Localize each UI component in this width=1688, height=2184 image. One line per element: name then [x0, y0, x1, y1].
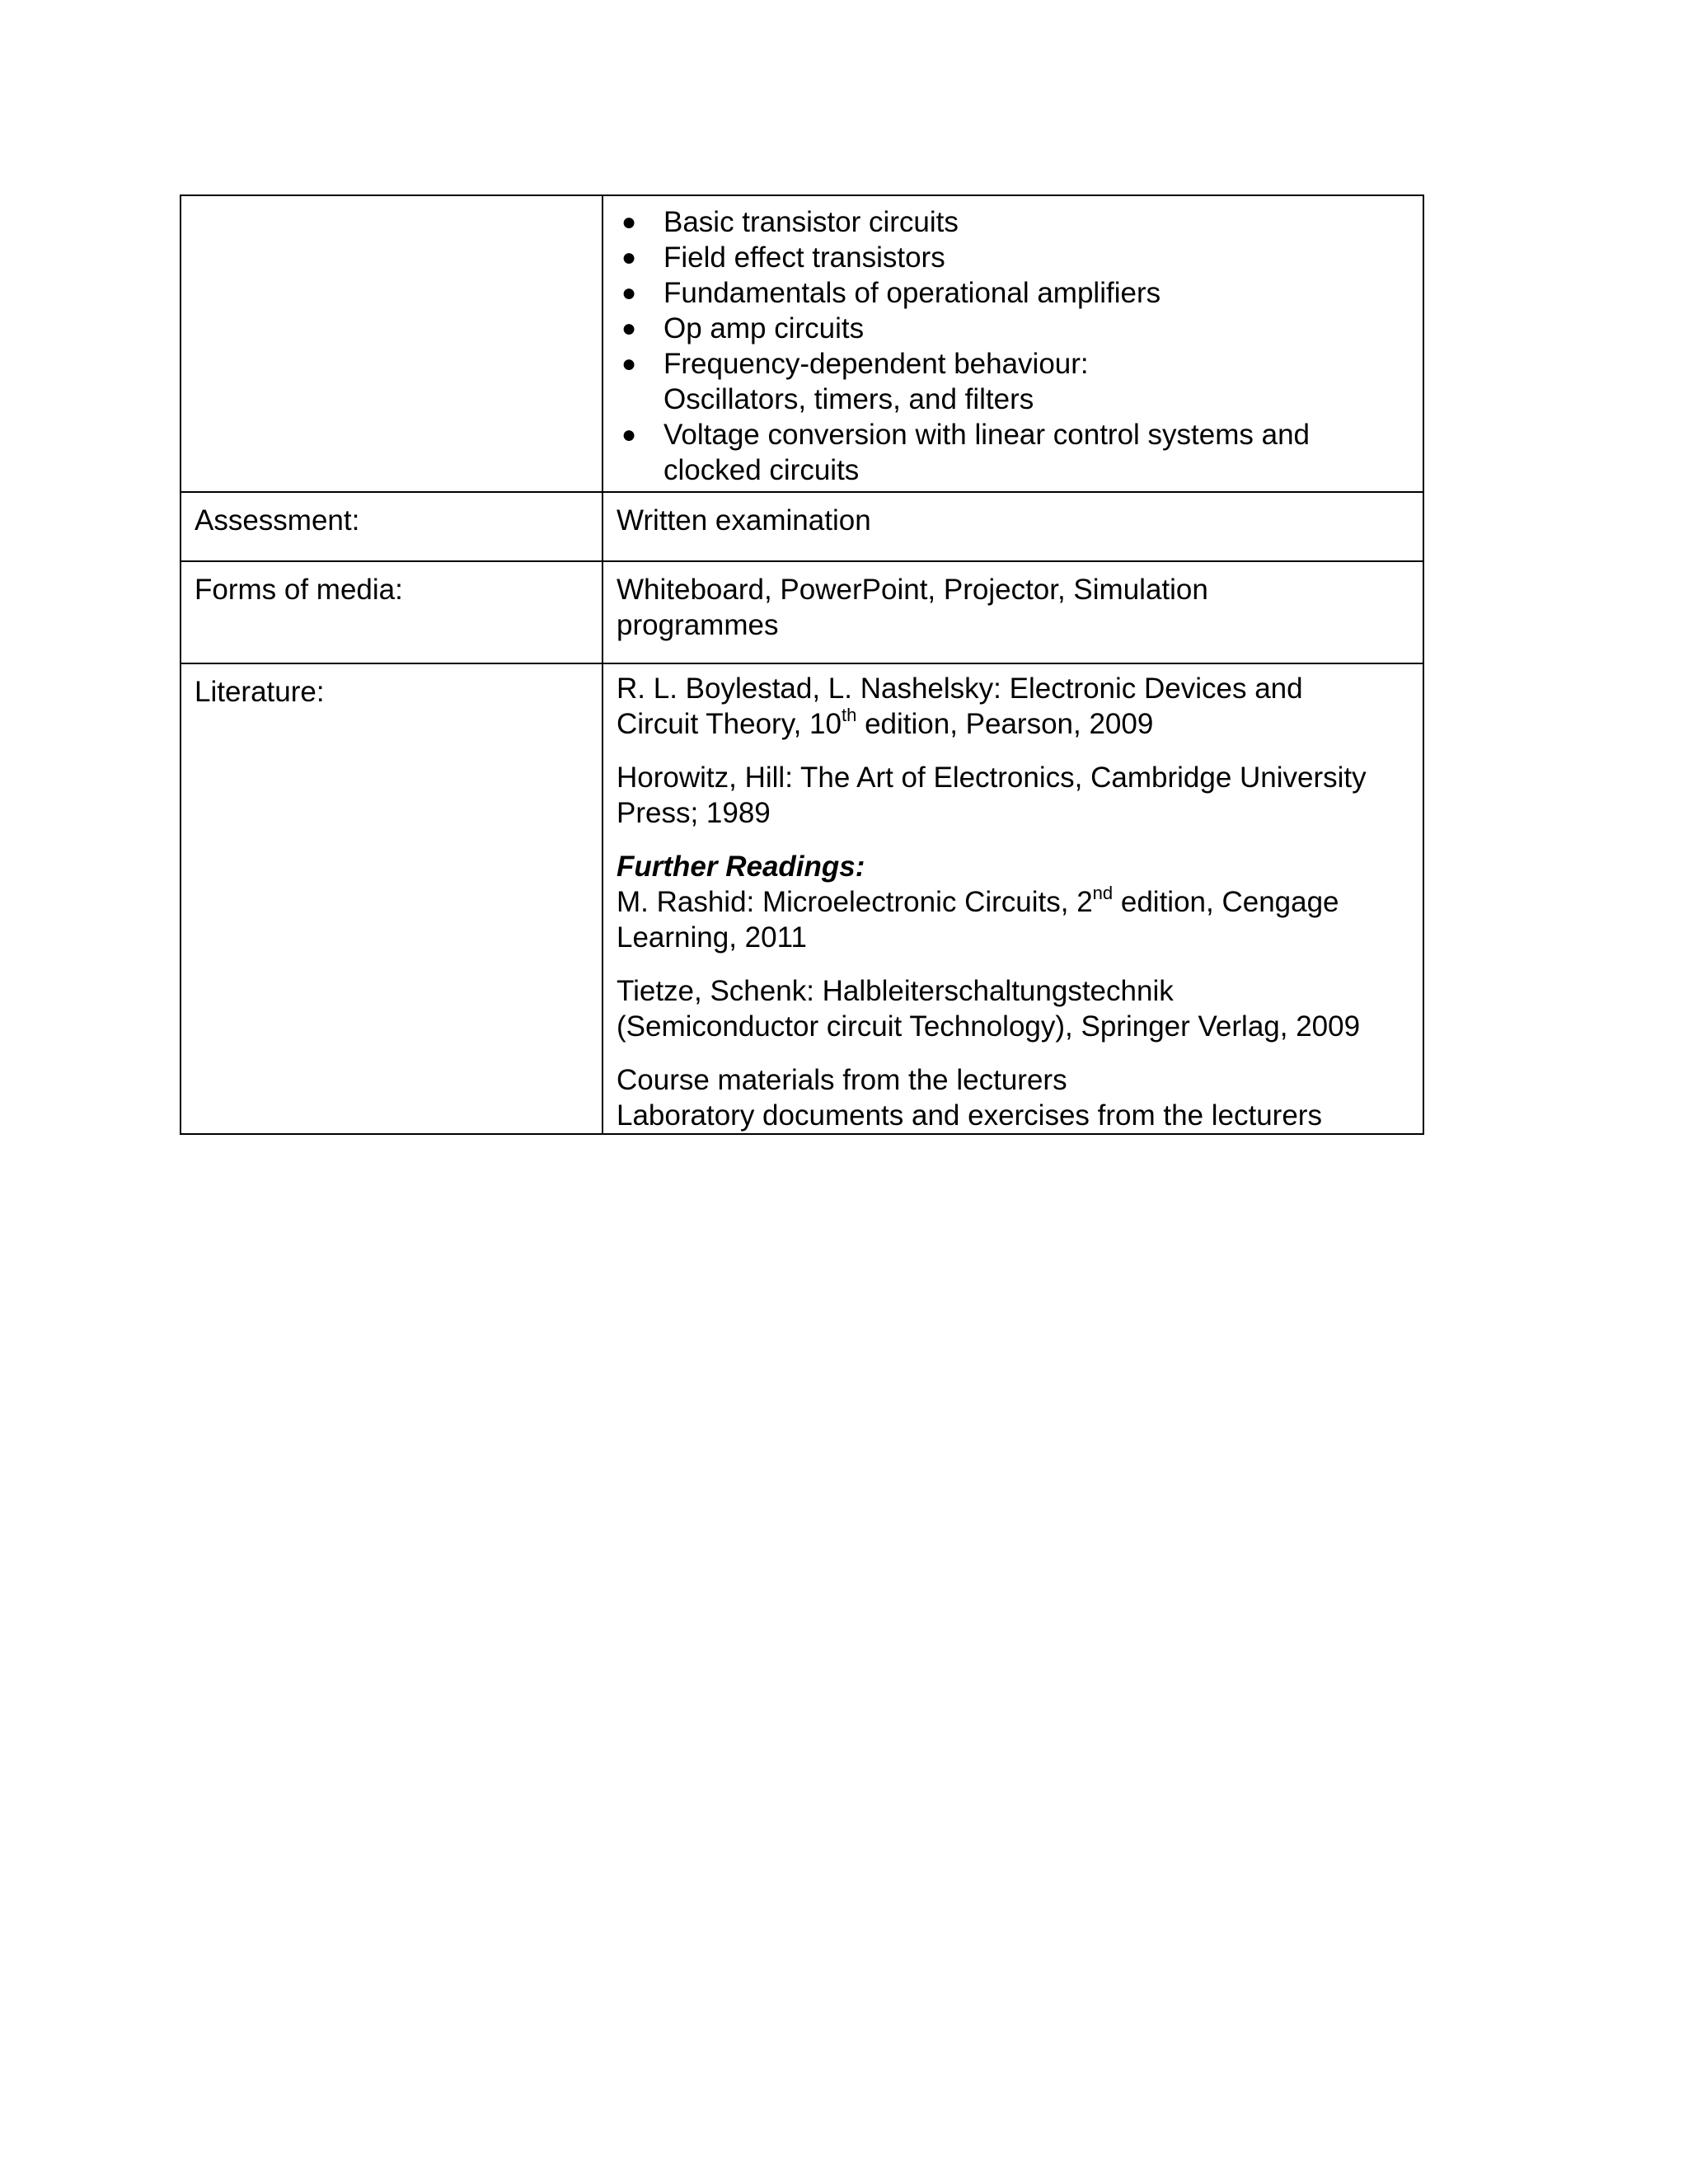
topic-text: Fundamentals of operational amplifiers: [663, 277, 1161, 309]
topic-text: Op amp circuits: [663, 312, 865, 344]
bullet-icon: ●: [621, 315, 637, 342]
media-label: Forms of media:: [181, 561, 603, 663]
assessment-label: Assessment:: [181, 492, 603, 561]
further-readings-heading: Further Readings:: [617, 851, 865, 883]
module-description-table: [180, 194, 1424, 1135]
topic-text-continued: Oscillators, timers, and filters: [663, 383, 1034, 415]
reference-line: Course materials from the lecturers: [617, 1064, 1067, 1096]
literature-row: [181, 663, 1423, 1134]
topic-text: Frequency-dependent behaviour:: [663, 348, 1089, 380]
assessment-row: [181, 492, 1423, 561]
literature-label: Literature:: [181, 663, 603, 1134]
bullet-icon: ●: [621, 209, 637, 236]
topic-text-continued: clocked circuits: [663, 454, 860, 486]
reference-line: M. Rashid: Microelectronic Circuits, 2: [617, 886, 1093, 918]
reference-line: Horowitz, Hill: The Art of Electronics, Cambridge University: [617, 762, 1367, 794]
reference-line: edition, Pearson, 2009: [856, 708, 1154, 740]
topics-label-cell: [181, 195, 603, 492]
literature-reference: [617, 760, 1409, 831]
topic-item: [617, 204, 1409, 240]
reference-line: Learning, 2011: [617, 921, 807, 954]
topics-cell: [603, 195, 1423, 492]
topic-item: [617, 346, 1409, 417]
superscript: th: [841, 705, 857, 726]
topic-text: Basic transistor circuits: [663, 206, 959, 238]
bullet-icon: ●: [621, 350, 637, 377]
bullet-icon: ●: [621, 279, 637, 307]
topic-text: Field effect transistors: [663, 241, 945, 274]
topic-item: [617, 275, 1409, 311]
media-line-1: Whiteboard, PowerPoint, Projector, Simulation: [617, 574, 1208, 606]
assessment-value: Written examination: [603, 492, 1423, 561]
media-row: [181, 561, 1423, 663]
bullet-icon: ●: [621, 244, 637, 271]
literature-reference: [617, 973, 1409, 1044]
reference-line: R. L. Boylestad, L. Nashelsky: Electronic Devices and: [617, 673, 1303, 705]
reference-line: Press; 1989: [617, 797, 771, 829]
reference-line: edition, Cengage: [1113, 886, 1339, 918]
media-value: [603, 561, 1423, 663]
superscript: nd: [1092, 883, 1114, 904]
topic-item: [617, 311, 1409, 346]
literature-reference: [617, 1062, 1409, 1133]
topic-item: [617, 240, 1409, 275]
literature-reference: [617, 671, 1409, 742]
reference-line: (Semiconductor circuit Technology), Springer Verlag, 2009: [617, 1010, 1361, 1043]
bullet-icon: ●: [621, 421, 637, 448]
topics-row: [181, 195, 1423, 492]
topic-item: [617, 417, 1409, 488]
topics-list: [617, 203, 1409, 488]
reference-line: Tietze, Schenk: Halbleiterschaltungstechnik: [617, 975, 1174, 1007]
media-line-2: programmes: [617, 609, 779, 641]
literature-value: [603, 663, 1423, 1134]
reference-line: Laboratory documents and exercises from the lecturers: [617, 1099, 1322, 1132]
further-readings-block: [617, 849, 1409, 955]
topic-text: Voltage conversion with linear control systems and: [663, 419, 1311, 451]
reference-line: Circuit Theory, 10: [617, 708, 842, 740]
